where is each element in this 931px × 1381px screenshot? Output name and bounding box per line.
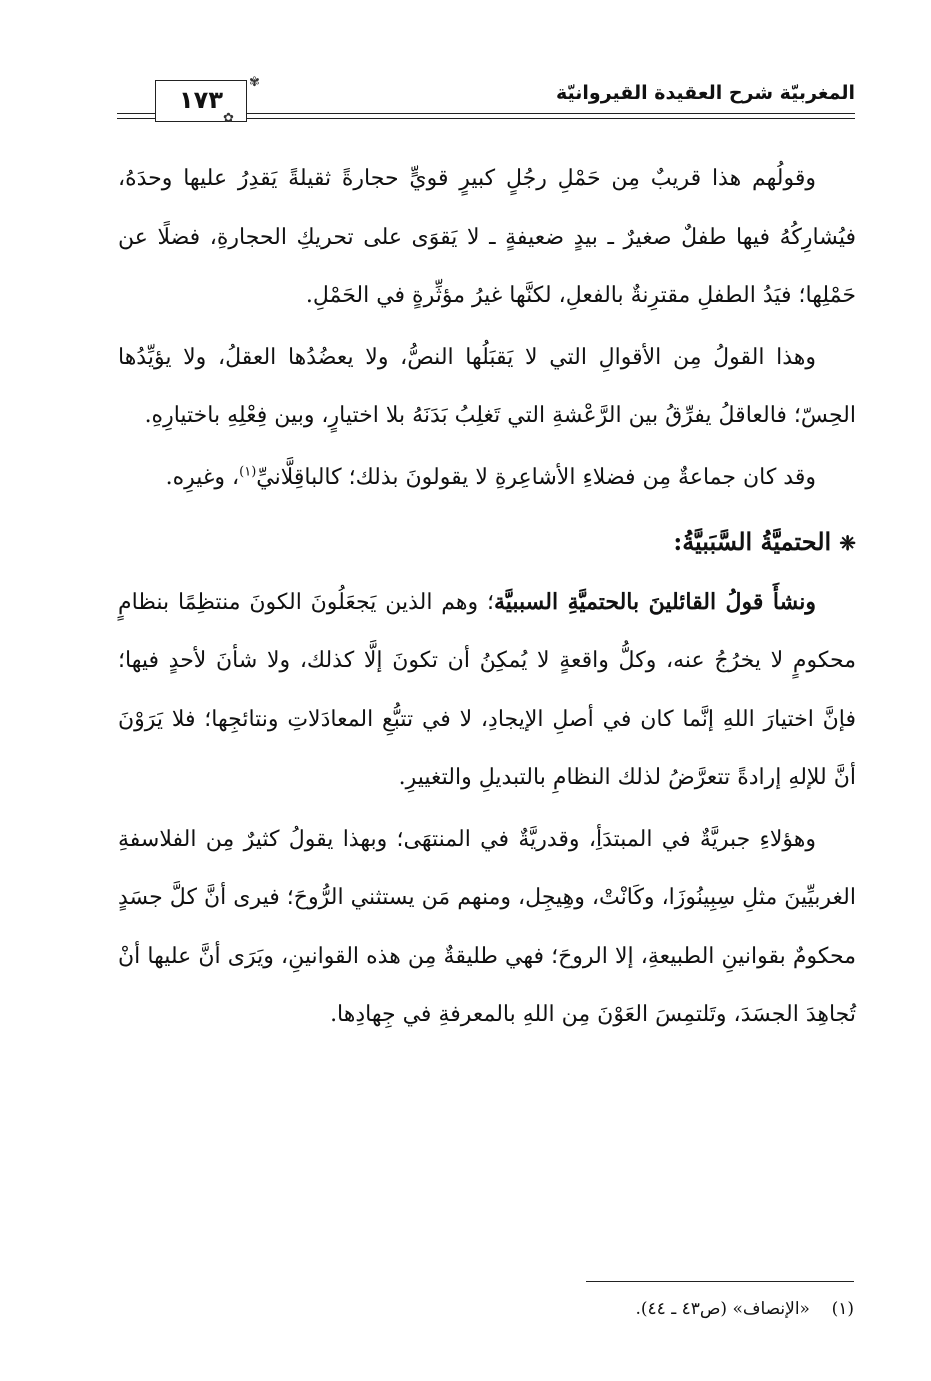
paragraph: وقولُهم هذا قريبٌ مِن حَمْلِ رجُلٍ كبيرٍ قويٍّ حجارةً ثقيلةً يَقدِرُ عليها وحدَهُ، فيُشارِكُهُ فيها طفلٌ صغيرٌ ـ بيدٍ ضعيفةٍ ـ لا يَقوَى على تحريكِ الحجارةِ، فضلًا عن حَمْلِها؛ فيَدُ الطفلِ مقترِنةٌ بالفعلِ، لكنَّها غيرُ مؤثِّرةٍ في الحَمْلِ. <box>118 166 856 308</box>
paragraph <box>118 449 856 508</box>
page-body <box>118 150 856 1045</box>
paragraph: وهذا القولُ مِن الأقوالِ التي لا يَقبَلُها النصُّ، ولا يعضُدُها العقلُ، ولا يؤيِّدُها الحِسّ؛ فالعاقلُ يفرِّقُ بين الرَّعْشةِ التي تَغلِبُ بَدَنَهُ بلا اختيارٍ، وبين فِعْلِهِ باختيارِهِ. <box>118 344 856 428</box>
book-title: المغربيّة شرح العقيدة القيروانيّة <box>548 76 855 110</box>
section-heading-text: الحتميَّةُ السَّبَبيَّةُ: <box>673 527 832 556</box>
page-header <box>117 76 855 126</box>
paragraph-text: وقد كان جماعةٌ مِن فضلاءِ الأشاعِرةِ لا يقولونَ بذلك؛ كالباقِلَّانيِّ <box>256 464 816 490</box>
bold-term: ونشأَ قولُ القائلينَ بالحتميَّةِ السببيَّة <box>493 588 816 615</box>
paragraph-text: ، وغيرِه. <box>165 464 240 490</box>
section-heading <box>118 513 856 573</box>
paragraph: وهؤلاءِ جبريَّةٌ في المبتدَأِ، وقدريَّةٌ في المنتهَى؛ وبهذا يقولُ كثيرٌ مِن الفلاسفةِ الغربيِّينَ مثلِ سِبِينُوزَا، وكَانْتْ، وهِيجِل، ومنهم مَن يستثني الرُّوحَ؛ فيرى أنَّ كلَّ جسَدٍ محكومٌ بقوانينِ الطبيعةِ، إلا الروحَ؛ فهي طليقةٌ مِن هذه القوانينِ، ويَرَى أنَّ عليها أنْ تُجاهِدَ الجسَدَ، وتَلتمِسَ العَوْنَ مِن اللهِ بالمعرفةِ في جِهادِها. <box>118 826 856 1027</box>
footnote-separator <box>586 1281 854 1282</box>
ornament-icon: ✾ <box>249 75 260 90</box>
footnote <box>354 1294 854 1324</box>
paragraph <box>118 573 856 808</box>
page-number: ١٧٣ <box>179 86 223 114</box>
heading-ornament-icon: ❈ <box>839 531 856 555</box>
ornament-icon: ✿ <box>223 111 234 126</box>
footnote-text: «الإنصاف» (ص٤٣ ـ ٤٤). <box>635 1299 810 1319</box>
footnote-reference[interactable]: (١) <box>239 464 257 480</box>
footnote-number: (١) <box>831 1299 854 1319</box>
paragraph-text: ؛ وهم الذين يَجعَلُونَ الكونَ منتظِمًا بنظامٍ محكومٍ لا يخرُجُ عنه، وكلُّ واقعةٍ لا يُمكِنُ أن تكونَ إلَّا كذلك، ولا شأنَ لأحدٍ فيها؛ فإنَّ اختيارَ اللهِ إنَّما كان في أصلِ الإيجادِ، لا في تتبُّعِ المعادَلاتِ ونتائجِها؛ فلا يَرَوْنَ أنَّ للإلهِ إرادةً تتعرَّضُ لذلك النظامِ بالتبديلِ والتغييرِ. <box>118 589 856 790</box>
